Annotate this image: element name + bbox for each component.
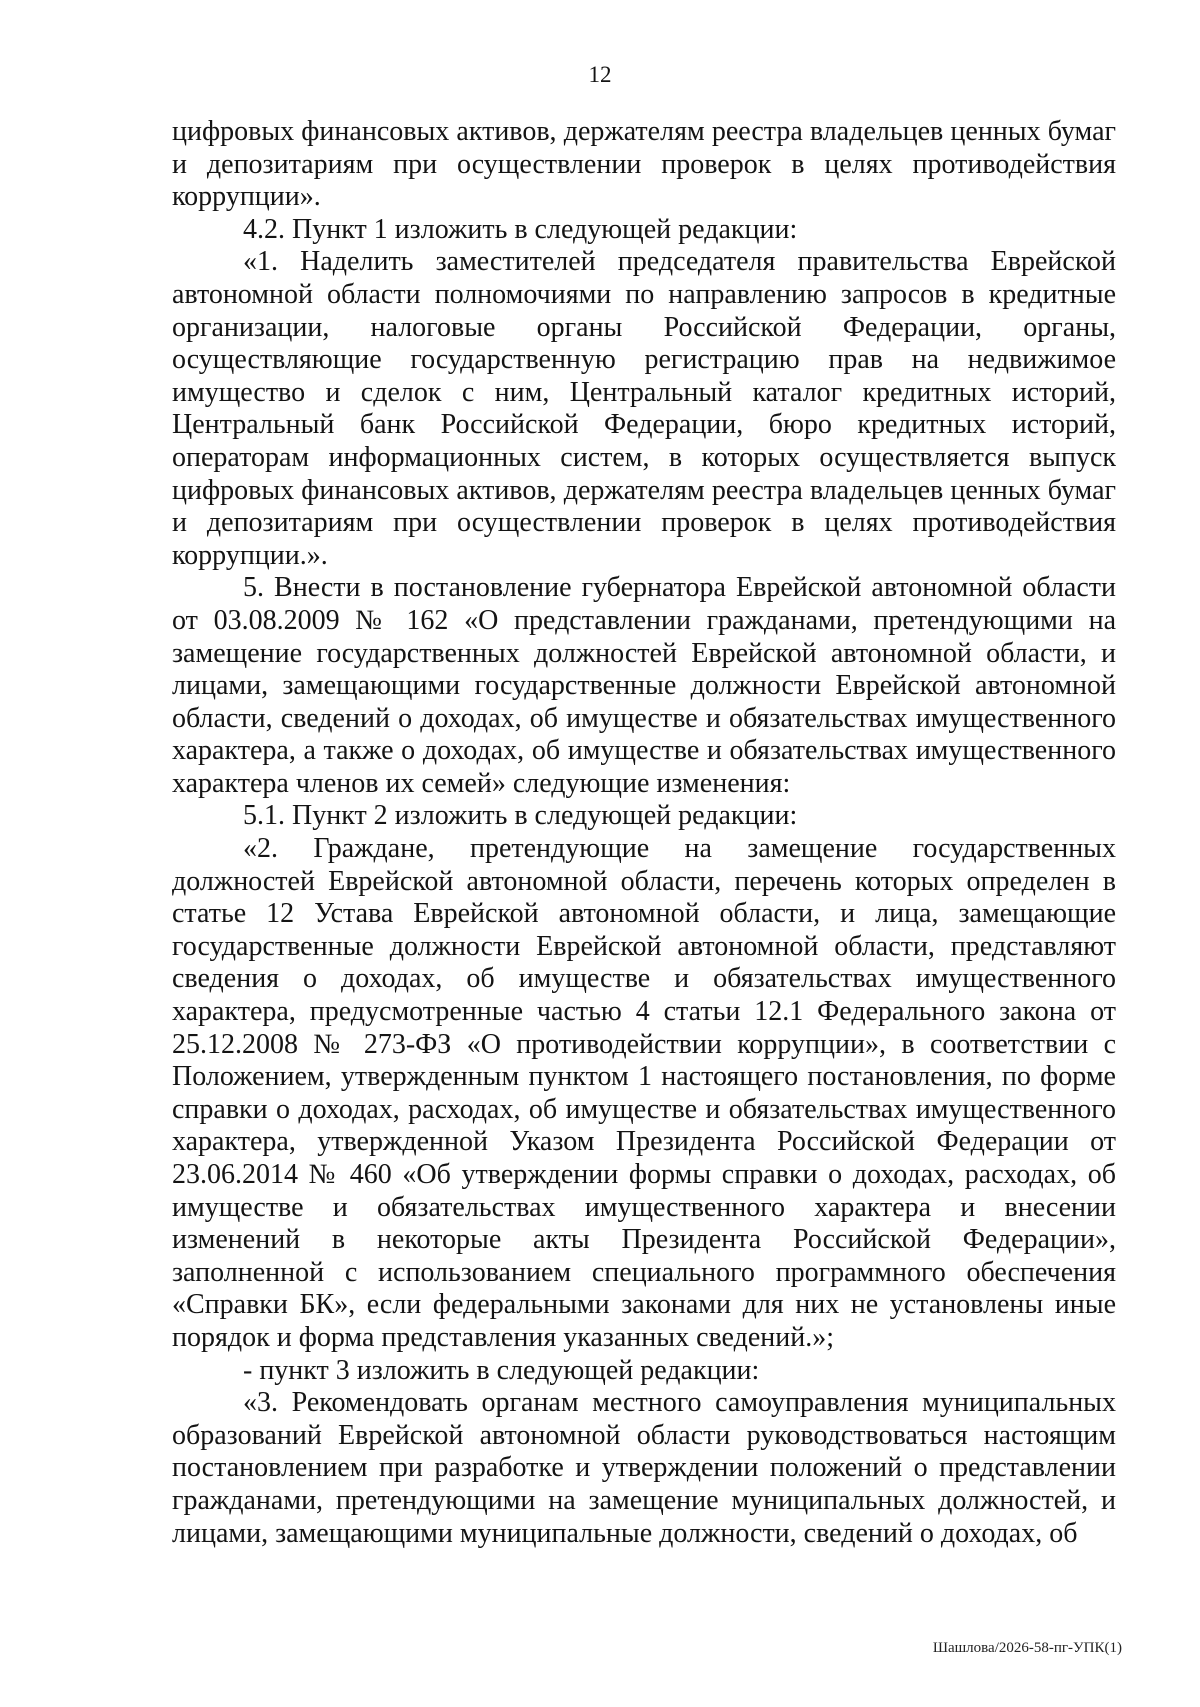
paragraph-point-3-heading: - пункт 3 изложить в следующей редакции: — [243, 1354, 760, 1386]
paragraph-continuation: цифровых финансовых активов, держателям реестра владельцев ценных бумаг и депозитариям при осуществлении проверок в целях противодействия коррупции». — [172, 116, 1116, 213]
document-footer-code: Шашлова/2026-58-пг-УПК(1) — [932, 1640, 1122, 1656]
paragraph-quoted-point-2: «2. Граждане, претендующие на замещение государственных должностей Еврейской автономной области, перечень которых определен в статье 12 Устава Еврейской автономной области, и лица, замещающие государственные должности Еврейской автономной области, представляют сведения о доходах, об имуществе и обязательствах имущественного характера, предусмотренные частью 4 статьи 12.1 Федерального закона от 25.12.2008 № 273-ФЗ «О противодействии коррупции», в соответствии с Положением, утвержденным пунктом 1 настоящего постановления, по форме справки о доходах, расходах, об имуществе и обязательствах имущественного характера, утвержденной Указом Президента Российской Федерации от 23.06.2014 № 460 «Об утверждении формы справки о доходах, расходах, об имуществе и обязательствах имущественного характера и внесении изменений в некоторые акты Президента Российской Федерации», заполненной с использованием специального программного обеспечения «Справки БК», если федеральными законами для них не установлены иные порядок и форма представления указанных сведений.»; — [172, 833, 1116, 1353]
paragraph-quoted-point-3: «3. Рекомендовать органам местного самоуправления муниципальных образований Еврейской автономной области руководствоваться настоящим постановлением при разработке и утверждении положений о представлении гражданами, претендующими на замещение муниципальных должностей, и лицами, замещающими муниципальные должности, сведений о доходах, об — [172, 1387, 1116, 1549]
page-number: 12 — [588, 62, 612, 87]
document-body — [172, 116, 1116, 1550]
paragraph-5: 5. Внести в постановление губернатора Еврейской автономной области от 03.08.2009 № 162 «О представлении гражданами, претендующими на замещение государственных должностей Еврейской автономной области, и лицами, замещающими государственные должности Еврейской автономной области, сведений о доходах, об имуществе и обязательствах имущественного характера, а также о доходах, об имуществе и обязательствах имущественного характера членов их семей» следующие изменения: — [172, 572, 1116, 799]
paragraph-4-2: 4.2. Пункт 1 изложить в следующей редакции: — [243, 213, 798, 245]
paragraph-5-1: 5.1. Пункт 2 изложить в следующей редакции: — [243, 800, 798, 832]
paragraph-quoted-point-1: «1. Наделить заместителей председателя правительства Еврейской автономной области полномочиями по направлению запросов в кредитные организации, налоговые органы Российской Федерации, органы, осуществляющие государственную регистрацию прав на недвижимое имущество и сделок с ним, Центральный каталог кредитных историй, Центральный банк Российской Федерации, бюро кредитных историй, операторам информационных систем, в которых осуществляется выпуск цифровых финансовых активов, держателям реестра владельцев ценных бумаг и депозитариям при осуществлении проверок в целях противодействия коррупции.». — [172, 246, 1116, 571]
